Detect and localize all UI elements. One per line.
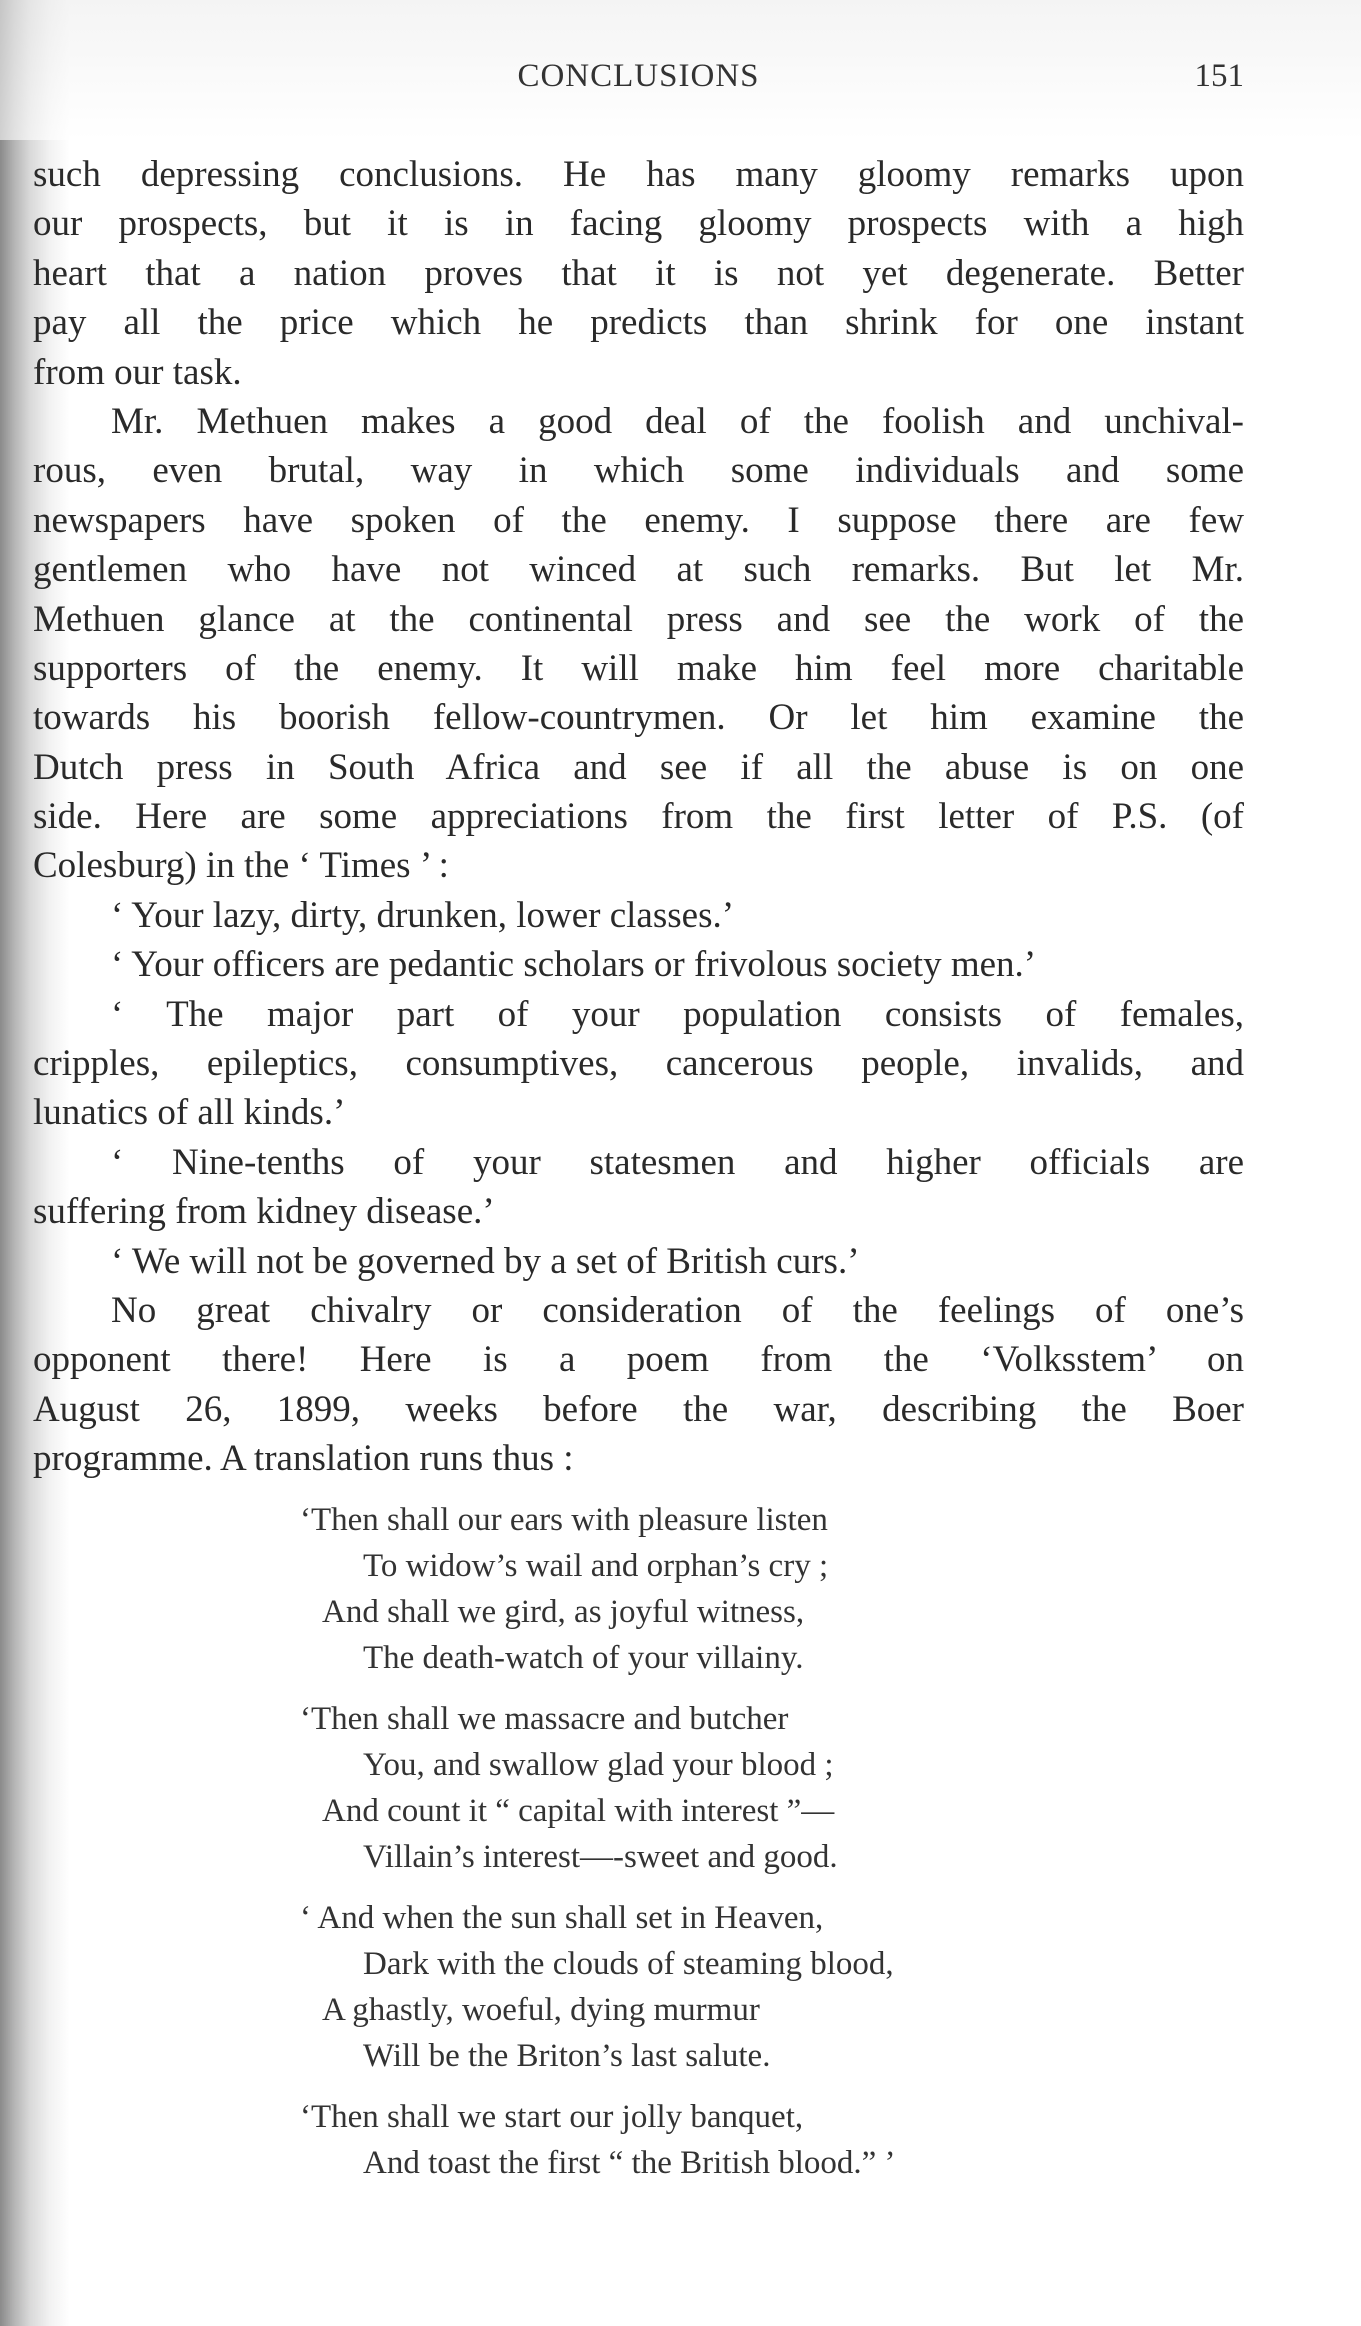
text-line: newspapers have spoken of the enemy. I suppose there are few bbox=[33, 499, 1244, 541]
poem-line: ‘Then shall our ears with pleasure listen bbox=[300, 1502, 828, 1538]
running-header bbox=[33, 58, 1244, 108]
running-title: CONCLUSIONS bbox=[517, 58, 760, 94]
page-number: 151 bbox=[1194, 58, 1244, 94]
text-line: supporters of the enemy. It will make him feel more charitable bbox=[33, 647, 1244, 689]
text-line: Colesburg) in the ‘ Times ’ : bbox=[33, 845, 449, 887]
text-line: lunatics of all kinds.’ bbox=[33, 1092, 346, 1134]
poem-line: And toast the first “ the British blood.” ’ bbox=[363, 2145, 896, 2181]
poem-line: ‘Then shall we massacre and butcher bbox=[300, 1701, 789, 1737]
poem-line: A ghastly, woeful, dying murmur bbox=[322, 1992, 760, 2028]
text-line: August 26, 1899, weeks before the war, describing the Boer bbox=[33, 1388, 1244, 1430]
poem-line: And shall we gird, as joyful witness, bbox=[322, 1594, 805, 1630]
poem-stanza bbox=[300, 1497, 1100, 1681]
poem-line: ‘ And when the sun shall set in Heaven, bbox=[300, 1900, 824, 1936]
text-line: ‘ Your lazy, dirty, drunken, lower classes.’ bbox=[111, 894, 735, 936]
poem-block bbox=[300, 1497, 1100, 2201]
text-line: Methuen glance at the continental press and see the work of the bbox=[33, 598, 1244, 640]
text-line: from our task. bbox=[33, 351, 242, 393]
poem-stanza bbox=[300, 2094, 1100, 2186]
text-line: ‘ Nine-tenths of your statesmen and higher officials are bbox=[111, 1141, 1244, 1183]
poem-line: You, and swallow glad your blood ; bbox=[363, 1747, 834, 1783]
text-line: gentlemen who have not winced at such remarks. But let Mr. bbox=[33, 549, 1244, 591]
text-line: programme. A translation runs thus : bbox=[33, 1438, 574, 1480]
text-line: rous, even brutal, way in which some individuals and some bbox=[33, 450, 1244, 492]
text-line: heart that a nation proves that it is not yet degenerate. Better bbox=[33, 252, 1244, 294]
text-line: opponent there! Here is a poem from the ‘Volksstem’ on bbox=[33, 1339, 1244, 1381]
poem-line: ‘Then shall we start our jolly banquet, bbox=[300, 2099, 804, 2135]
text-line: towards his boorish fellow-countrymen. Or let him examine the bbox=[33, 697, 1244, 739]
text-line: such depressing conclusions. He has many gloomy remarks upon bbox=[33, 154, 1244, 195]
body-text bbox=[33, 150, 1244, 1484]
text-line: Mr. Methuen makes a good deal of the foolish and unchival- bbox=[111, 400, 1244, 442]
text-line: cripples, epileptics, consumptives, cancerous people, invalids, and bbox=[33, 1043, 1244, 1085]
poem-line: Will be the Briton’s last salute. bbox=[363, 2038, 771, 2074]
text-line: pay all the price which he predicts than shrink for one instant bbox=[33, 302, 1244, 344]
poem-line: Villain’s interest—-sweet and good. bbox=[363, 1839, 838, 1875]
poem-line: Dark with the clouds of steaming blood, bbox=[363, 1946, 894, 1982]
text-line: suffering from kidney disease.’ bbox=[33, 1191, 495, 1233]
text-line: ‘ Your officers are pedantic scholars or frivolous society men.’ bbox=[111, 944, 1037, 986]
text-line: our prospects, but it is in facing gloomy prospects with a high bbox=[33, 203, 1244, 245]
text-line: ‘ The major part of your population consists of females, bbox=[111, 993, 1244, 1035]
text-line: Dutch press in South Africa and see if all the abuse is on one bbox=[33, 746, 1244, 788]
poem-line: And count it “ capital with interest ”— bbox=[322, 1793, 835, 1829]
poem-line: To widow’s wail and orphan’s cry ; bbox=[363, 1548, 829, 1584]
text-line: ‘ We will not be governed by a set of British curs.’ bbox=[111, 1240, 860, 1282]
text-line: No great chivalry or consideration of the feelings of one’s bbox=[111, 1289, 1244, 1331]
poem-stanza bbox=[300, 1895, 1100, 2079]
poem-line: The death-watch of your villainy. bbox=[363, 1640, 804, 1676]
poem-stanza bbox=[300, 1696, 1100, 1880]
text-line: side. Here are some appreciations from the first letter of P.S. (of bbox=[33, 796, 1244, 838]
